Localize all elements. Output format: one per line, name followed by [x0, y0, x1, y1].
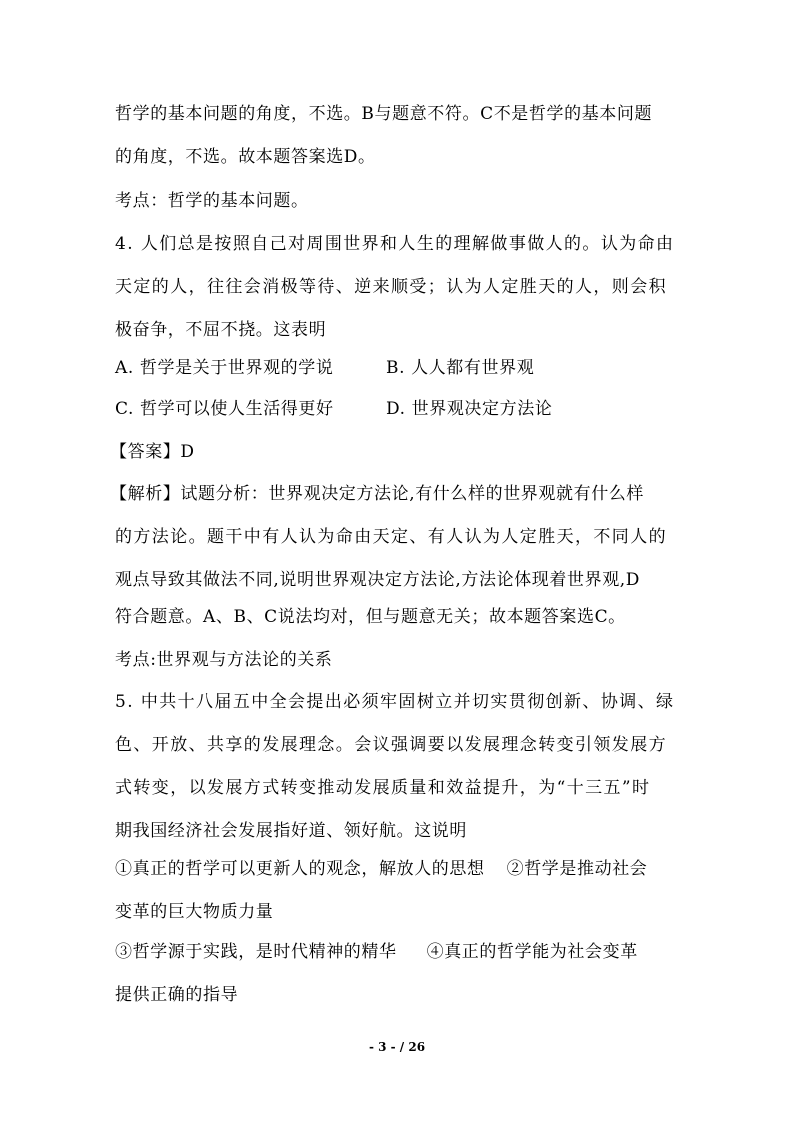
- text-line: 极奋争，不屈不挠。这表明: [115, 320, 327, 340]
- text-line: 考点:世界观与方法论的关系: [115, 650, 333, 670]
- answer-label: 【答案】D: [110, 442, 195, 462]
- option-b: B. 人人都有世界观: [386, 358, 535, 378]
- text-line: 变革的巨大物质力量: [115, 902, 274, 922]
- text-line: 的角度，不选。故本题答案选D。: [115, 147, 376, 167]
- statement-row-2: [115, 940, 638, 964]
- option-a: A. 哲学是关于世界观的学说: [115, 358, 334, 378]
- text-line: 观点导致其做法不同,说明世界观决定方法论,方法论体现着世界观,D: [115, 570, 641, 590]
- statement-row-1: [115, 857, 647, 881]
- statement-4: ④真正的哲学能为社会变革: [426, 942, 638, 962]
- text-line: 符合题意。A、B、C说法均对，但与题意无关；故本题答案选C。: [115, 607, 626, 627]
- text-line: 天定的人，往往会消极等待、逆来顺受；认为人定胜天的人，则会积: [115, 277, 667, 297]
- page-number: - 3 - / 26: [368, 1040, 426, 1054]
- option-d: D. 世界观决定方法论: [386, 399, 553, 419]
- question-4-stem: 4. 人们总是按照自己对周围世界和人生的理解做事做人的。认为命由: [115, 234, 675, 254]
- text-line: 考点：哲学的基本问题。: [115, 191, 309, 211]
- text-line: 期我国经济社会发展指好道、领好航。这说明: [115, 821, 467, 841]
- statement-1: ①真正的哲学可以更新人的观念，解放人的思想: [115, 859, 485, 879]
- statement-2: ②哲学是推动社会: [506, 859, 648, 879]
- analysis-text: 【解析】试题分析：世界观决定方法论,有什么样的世界观就有什么样: [110, 484, 645, 504]
- text-line: 哲学的基本问题的角度，不选。B与题意不符。C不是哲学的基本问题: [115, 104, 653, 124]
- text-line: 提供正确的指导: [115, 985, 239, 1005]
- text-line: 式转变，以发展方式转变推动发展质量和效益提升，为“十三五”时: [115, 778, 651, 798]
- text-line: 色、开放、共享的发展理念。会议强调要以发展理念转变引领发展方: [115, 735, 667, 755]
- text-line: 的方法论。题干中有人认为命由天定、有人认为人定胜天，不同人的: [115, 527, 667, 547]
- statement-3: ③哲学源于实践，是时代精神的精华: [115, 942, 397, 962]
- question-5-stem: 5. 中共十八届五中全会提出必须牢固树立并切实贯彻创新、协调、绿: [115, 692, 675, 712]
- option-c: C. 哲学可以使人生活得更好: [115, 399, 334, 419]
